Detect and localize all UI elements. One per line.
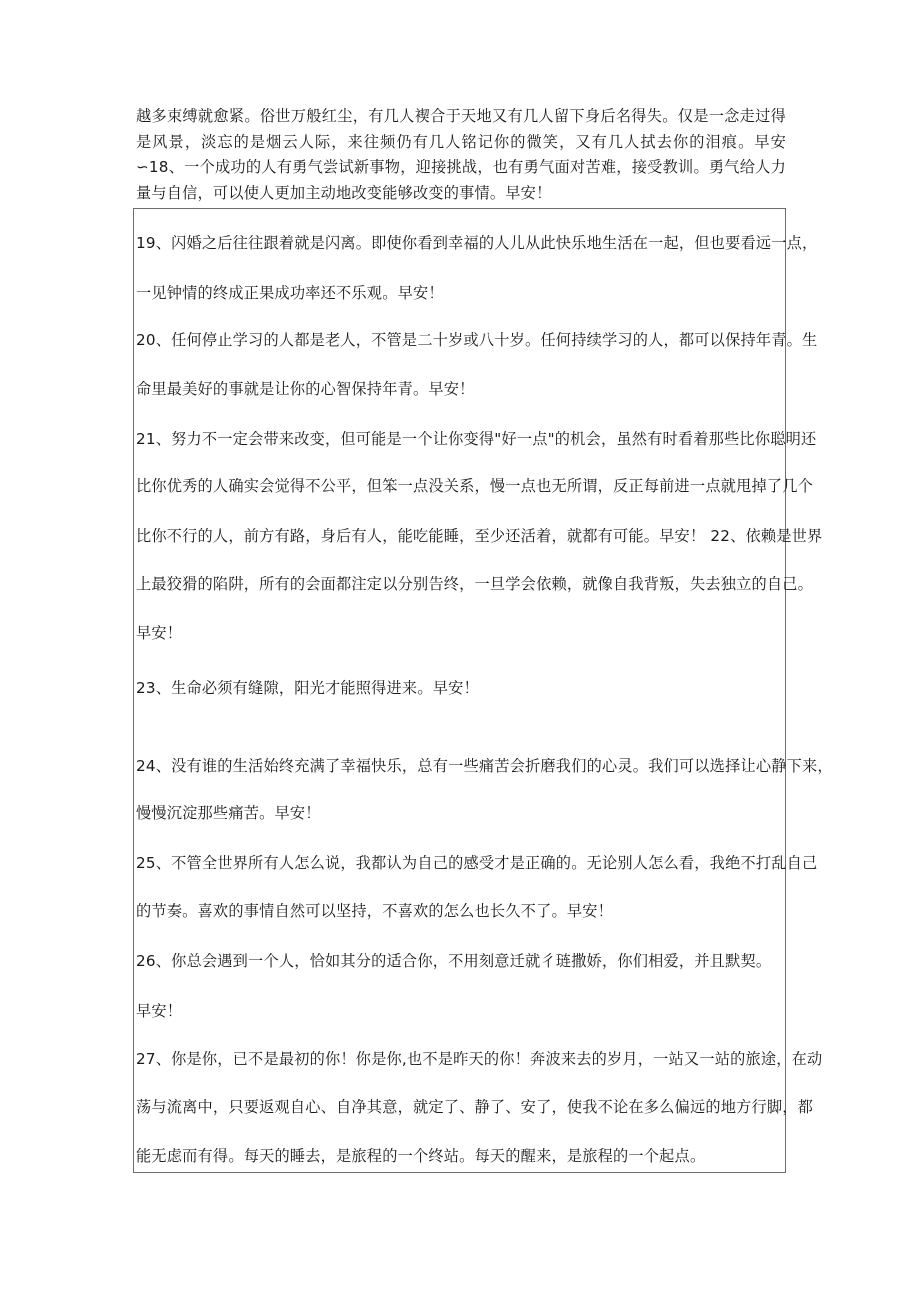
text-line: 20、任何停止学习的人都是老人，不管是二十岁或八十岁。任何持续学习的人，都可以保持年青。生 bbox=[136, 331, 818, 349]
quote-table-cell bbox=[133, 208, 833, 1173]
text-line: 26、你总会遇到一个人，恰如其分的适合你，不用刻意迁就彳琏撒娇，你们相爱，并且默契。 bbox=[136, 952, 772, 970]
text-line: 一见钟情的终成正果成功率还不乐观。早安！ bbox=[136, 284, 444, 302]
text-line: 能无虑而有得。每天的睡去，是旅程的一个终站。每天的醒来，是旅程的一个起点。 bbox=[136, 1147, 706, 1165]
text-line: 25、不管全世界所有人怎么说，我都认为自己的感受才是正确的。无论别人怎么看，我绝不打乱自己 bbox=[136, 854, 818, 872]
text-line: 荡与流离中，只要返观自心、自净其意，就定了、静了、安了，使我不论在多么偏远的地方行脚，都 bbox=[136, 1098, 814, 1116]
text-line: 19、闪婚之后往往跟着就是闪离。即使你看到幸福的人儿从此快乐地生活在一起，但也要看远一点， bbox=[136, 234, 818, 252]
text-line: 慢慢沉淀那些痛苦。早安！ bbox=[136, 804, 321, 822]
text-line: 上最狡猾的陷阱，所有的会面都注定以分别告终，一旦学会依赖，就像自我背叛，失去独立的自己。 bbox=[136, 575, 814, 593]
intro-paragraph: 越多束缚就愈紧。俗世万般红尘，有几人褉合于天地又有几人留下身后名得失。仅是一念走过得是风景，淡忘的是烟云人际，来往频仍有几人铭记你的微笑，又有几人拭去你的泪痕。早安∽18、一个成功的人有勇气尝试新事物，迎接挑战，也有勇气面对苦难，接受教训。勇气给人力量与自信，可以使人更加主动地改变能够改变的事情。早安！ bbox=[136, 107, 786, 202]
text-line: 21、努力不一定会带来改变，但可能是一个让你变得"好一点"的机会，虽然有时看着那些比你聪明还 bbox=[136, 430, 817, 448]
text-line: 比你优秀的人确实会觉得不公平，但笨一点没关系，慢一点也无所谓，反正每前进一点就甩掉了几个 bbox=[136, 477, 814, 495]
text-line: 24、没有谁的生活始终充满了幸福快乐，总有一些痛苦会折磨我们的心灵。我们可以选择让心静下来， bbox=[136, 757, 833, 775]
text-line: 早安！ bbox=[136, 1002, 183, 1020]
text-line: 早安！ bbox=[136, 624, 183, 642]
text-line: 23、生命必须有缝隙，阳光才能照得进来。早安！ bbox=[136, 679, 479, 697]
text-line: 27、你是你，已不是最初的你！你是你,也不是昨天的你！奔波来去的岁月，一站又一站的旅途，在动 bbox=[136, 1050, 823, 1068]
text-line: 的节奏。喜欢的事情自然可以坚持，不喜欢的怎么也长久不了。早安！ bbox=[136, 902, 614, 920]
text-line: 比你不行的人，前方有路，身后有人，能吃能睡，至少还活着，就都有可能。早安！ 22、依赖是世界 bbox=[136, 527, 823, 545]
text-line: 命里最美好的事就是让你的心智保持年青。早安！ bbox=[136, 380, 475, 398]
